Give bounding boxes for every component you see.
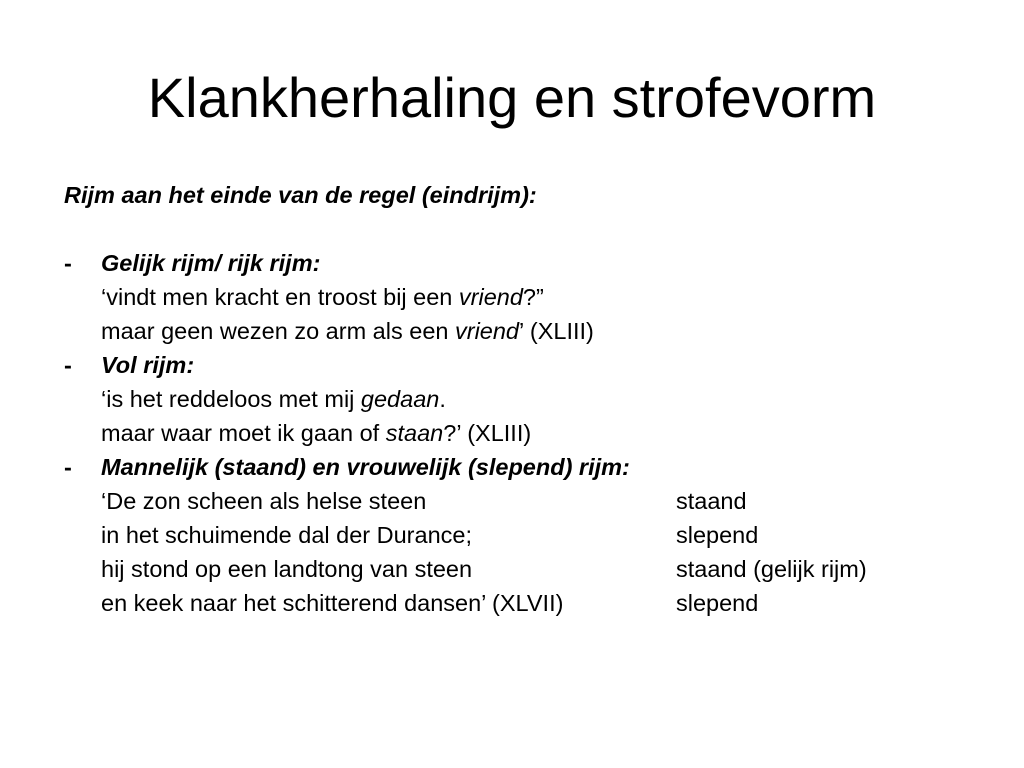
slide-title: Klankherhaling en strofevorm <box>147 66 877 129</box>
rhyme-type: slepend <box>676 522 759 548</box>
heading: Rijm aan het einde van de regel (eindrijm): <box>64 182 537 208</box>
quote-line <box>64 280 964 314</box>
bullet-item-vol-rijm <box>64 348 964 382</box>
bullet-item-mannelijk-vrouwelijk <box>64 450 964 484</box>
quote-text: ‘is het reddeloos met mij <box>101 386 361 412</box>
blank-line <box>64 212 964 246</box>
rhyme-word: staan <box>385 420 444 446</box>
quote-text: ?’ (XLIII) <box>443 420 532 446</box>
bullet-label: Vol rijm: <box>101 352 195 378</box>
quote-text: . <box>439 386 446 412</box>
poem-row <box>64 484 964 518</box>
quote-line <box>64 314 964 348</box>
bullet-dash: - <box>64 352 72 378</box>
rhyme-type: slepend <box>676 590 759 616</box>
poem-line: ‘De zon scheen als helse steen <box>101 488 427 514</box>
quote-text: maar waar moet ik gaan of <box>101 420 386 446</box>
quote-text: ’ (XLIII) <box>519 318 594 344</box>
bullet-label: Gelijk rijm/ rijk rijm: <box>101 250 321 276</box>
poem-row <box>64 586 964 620</box>
quote-line <box>64 382 964 416</box>
poem-row <box>64 518 964 552</box>
bullet-dash: - <box>64 250 72 276</box>
rhyme-type: staand (gelijk rijm) <box>676 556 867 582</box>
quote-text: ?” <box>522 284 544 310</box>
slide-body <box>64 178 964 620</box>
bullet-item-gelijk-rijm <box>64 246 964 280</box>
quote-text: maar geen wezen zo arm als een <box>101 318 455 344</box>
poem-line: en keek naar het schitterend dansen’ (XLVII) <box>101 590 564 616</box>
rhyme-word: vriend <box>458 284 523 310</box>
quote-line <box>64 416 964 450</box>
rhyme-type: staand <box>676 488 747 514</box>
quote-text: ‘vindt men kracht en troost bij een <box>101 284 459 310</box>
rhyme-word: gedaan <box>360 386 440 412</box>
poem-line: hij stond op een landtong van steen <box>101 556 473 582</box>
rhyme-word: vriend <box>455 318 520 344</box>
poem-line: in het schuimende dal der Durance; <box>101 522 472 548</box>
bullet-label: Mannelijk (staand) en vrouwelijk (slepend) rijm: <box>101 454 630 480</box>
poem-row <box>64 552 964 586</box>
bullet-dash: - <box>64 454 72 480</box>
